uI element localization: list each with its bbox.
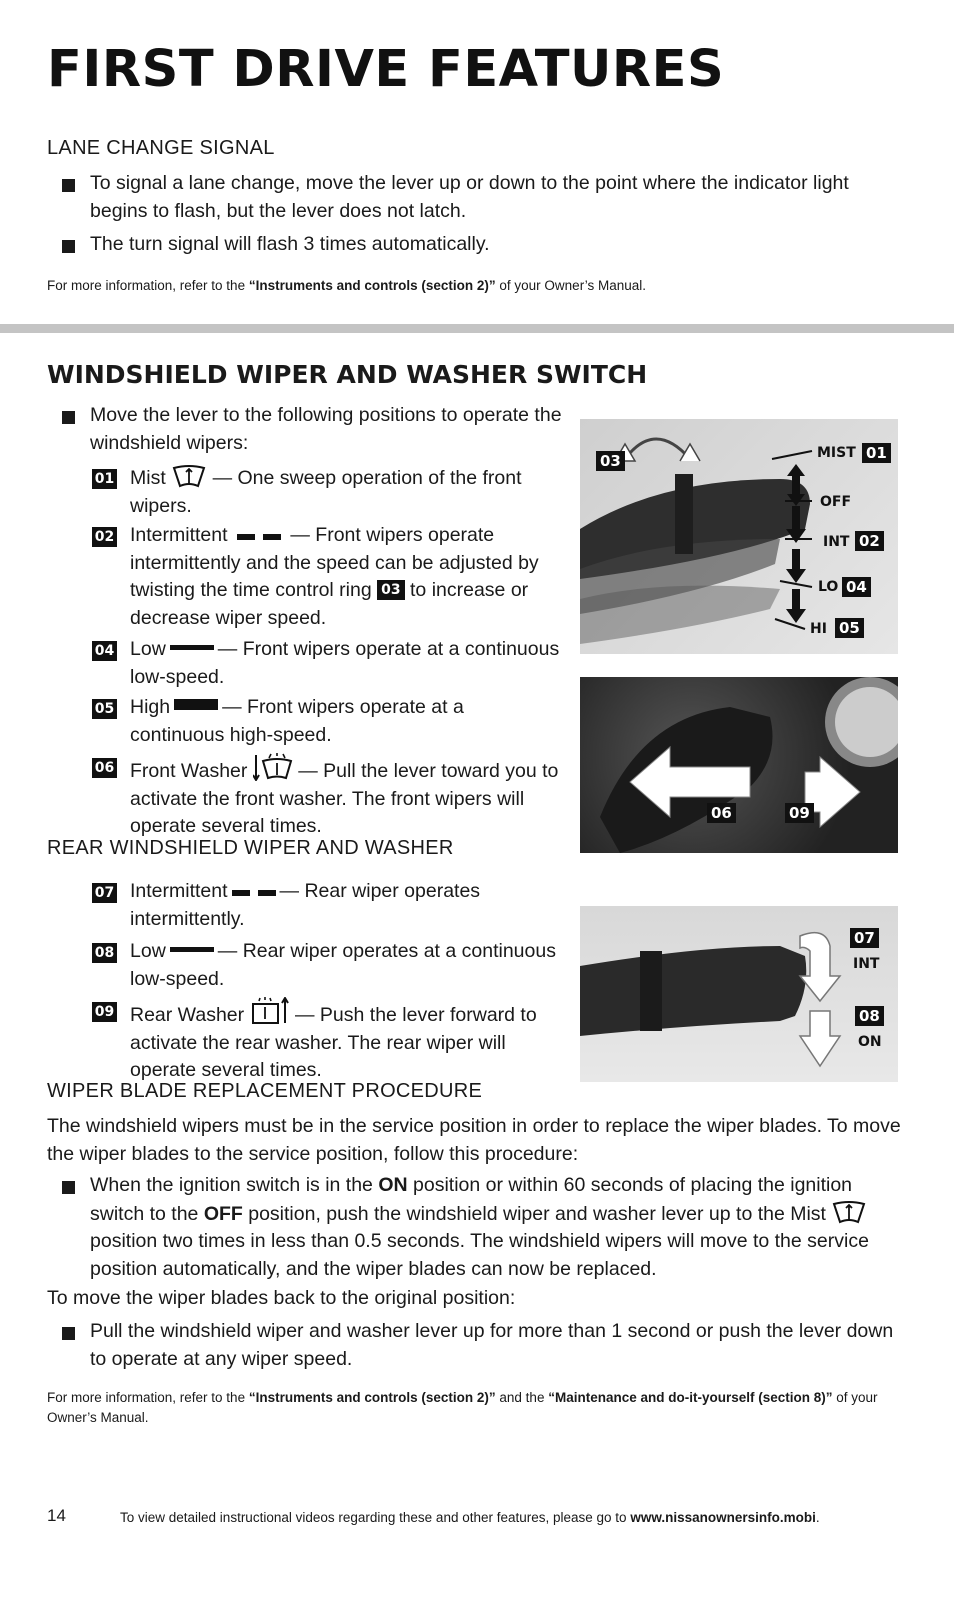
ring-ref-badge: 03 [377, 580, 404, 600]
rear-on-label: ON [858, 1034, 882, 1050]
blade-bullet-1: When the ignition switch is in the ON position or within 60 seconds of placing the ignition switch to the OFF position, push the windshield wiper and washer lever up to the Mist position two times in less than 0.5 seconds. The windshield wipers will move to the service position automatically, and the wiper blades can now be replaced. [62, 1172, 902, 1283]
ring-badge: 03 [596, 451, 625, 471]
item-intermittent: 02 Intermittent — Front wipers operate intermittently and the speed can be adjusted by twisting the time control ring 03 to increase or decrease wiper speed. [92, 522, 562, 632]
blade-para-1: The windshield wipers must be in the service position in order to replace the wiper blades. To move the wiper blades to the service position, follow this procedure: [47, 1115, 901, 1165]
mist-label: MIST [817, 445, 856, 461]
item-front-washer: 06 Front Washer — Pull the lever toward you to activate the front washer. The front wipers will operate several times. [92, 753, 562, 841]
hi-label: HI [810, 621, 827, 637]
lo-badge: 04 [842, 577, 871, 597]
rear-heading: REAR WINDSHIELD WIPER AND WASHER [47, 837, 454, 859]
rear-washer-badge: 09 [785, 803, 814, 823]
int-badge: 02 [855, 531, 884, 551]
front-washer-badge: 06 [707, 803, 736, 823]
rear-washer-icon [250, 1004, 290, 1026]
rear-item-intermittent: 07 Intermittent — Rear wiper operates intermittently. [92, 878, 562, 933]
int-label: INT [823, 534, 850, 550]
wiper-lever-diagram [580, 419, 898, 654]
blade-bullet-2: Pull the windshield wiper and washer lever up for more than 1 second or push the lever down to operate at any wiper speed. [62, 1318, 902, 1373]
footer-text: To view detailed instructional videos regarding these and other features, please go to www.nissanownersinfo.mobi. [120, 1510, 820, 1525]
high-speed-icon [174, 699, 218, 710]
rear-intermittent-icon [228, 887, 280, 897]
hi-badge: 05 [835, 618, 864, 638]
lane-change-reference: For more information, refer to the “Instruments and controls (section 2)” of your Owner’s Manual. [47, 278, 646, 293]
intermittent-icon [233, 531, 285, 541]
wiper-heading: WINDSHIELD WIPER AND WASHER SWITCH [47, 360, 648, 389]
lane-change-bullet-2: The turn signal will flash 3 times automatically. [62, 231, 902, 259]
page-number: 14 [47, 1506, 66, 1525]
lo-label: LO [818, 579, 839, 595]
rear-item-washer: 09 Rear Washer — Push the lever forward to activate the rear washer. The rear wiper will operate several times. [92, 997, 562, 1085]
rear-on-badge: 08 [855, 1006, 884, 1026]
off-label: OFF [820, 494, 852, 510]
rear-int-badge: 07 [850, 928, 879, 948]
blade-para-2: To move the wiper blades back to the original position: [47, 1287, 516, 1309]
mist-wiper-icon [171, 467, 207, 489]
blade-reference: For more information, refer to the “Instruments and controls (section 2)” and the “Maintenance and do-it-yourself (section 8)” of your Owner’s Manual. [47, 1390, 878, 1425]
rear-int-label: INT [853, 956, 880, 972]
washer-lever-photo [580, 677, 898, 853]
rear-wiper-diagram [580, 906, 898, 1082]
lane-change-heading: LANE CHANGE SIGNAL [47, 137, 275, 159]
front-washer-icon [253, 760, 293, 782]
mist-badge: 01 [862, 443, 891, 463]
item-mist: 01 Mist — One sweep operation of the front wipers. [92, 464, 562, 520]
rear-low-speed-icon [170, 947, 214, 952]
item-low: 04 Low — Front wipers operate at a continuous low-speed. [92, 636, 562, 691]
low-speed-icon [170, 645, 214, 650]
item-high: 05 High — Front wipers operate at a continuous high-speed. [92, 694, 562, 749]
page-title: FIRST DRIVE FEATURES [47, 40, 725, 99]
lane-change-bullet-1: To signal a lane change, move the lever up or down to the point where the indicator light begins to flash, but the lever does not latch. [62, 170, 902, 225]
blade-heading: WIPER BLADE REPLACEMENT PROCEDURE [47, 1080, 483, 1102]
mist-wiper-icon [831, 1203, 867, 1225]
rear-item-low: 08 Low — Rear wiper operates at a continuous low-speed. [92, 938, 562, 993]
wiper-intro: Move the lever to the following positions to operate the windshield wipers: [62, 402, 562, 457]
footer-link[interactable]: www.nissanownersinfo.mobi [630, 1510, 816, 1525]
section-divider [0, 324, 954, 333]
